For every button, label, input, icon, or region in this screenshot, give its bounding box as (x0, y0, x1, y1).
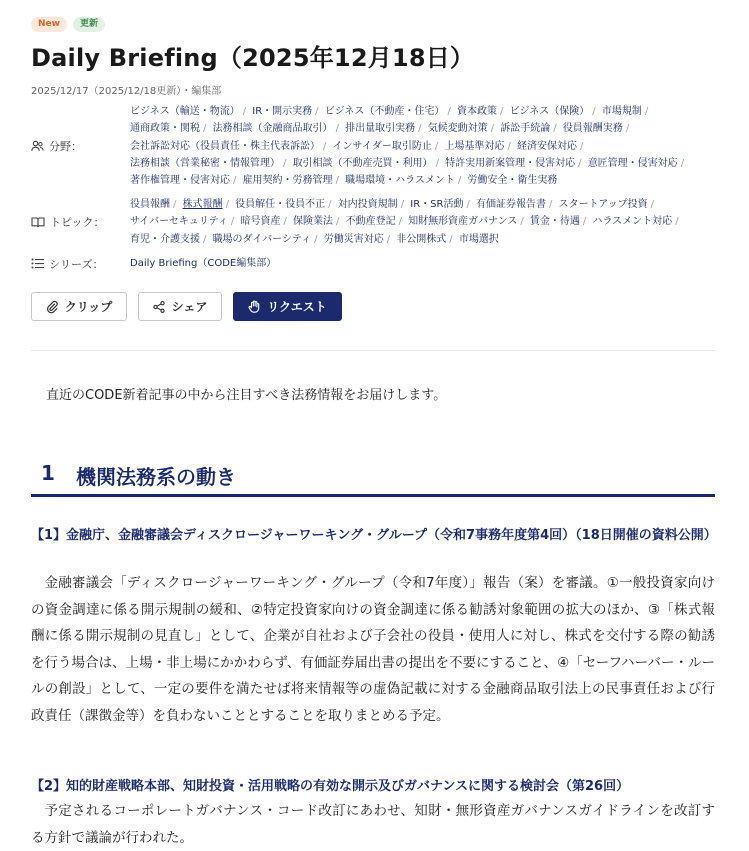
share-button[interactable] (138, 292, 222, 321)
topics-tag[interactable]: ハラスメント対応 (592, 216, 673, 228)
series-row (31, 255, 715, 272)
section-number: 1 (41, 461, 55, 485)
fields-tag-list (130, 103, 715, 189)
topics-tag[interactable]: 非公開株式 (396, 233, 447, 245)
section-heading (31, 458, 715, 497)
tag-separator: / (578, 157, 582, 169)
tag-separator: / (435, 157, 439, 169)
topics-tag[interactable]: 対内投資規制 (337, 199, 398, 210)
fields-tag[interactable]: 労働安全・衛生実務 (467, 175, 558, 187)
badge-group (31, 17, 105, 32)
tag-separator: / (328, 199, 332, 210)
people-icon (31, 140, 44, 152)
fields-tag[interactable]: 法務相談（営業秘密・情報管理） (130, 157, 280, 169)
fields-tag[interactable]: 資本政策 (457, 106, 497, 117)
new-badge: New (31, 17, 67, 32)
topics-tag[interactable]: サイバーセキュリティ (130, 216, 228, 228)
fields-tag[interactable]: ビジネス（輸送・物流） (130, 106, 240, 117)
fields-tag[interactable]: 市場規制 (601, 106, 642, 117)
tag-separator: / (680, 157, 685, 169)
item-heading-1: 【1】金融庁、金融審議会ディスクロージャーワーキング・グループ（令和7事務年度第4回）（18日開催の資料公開） (31, 528, 717, 543)
tag-separator: / (336, 216, 340, 228)
tag-separator: / (203, 123, 207, 135)
fields-tag[interactable]: 気候変動対策 (427, 123, 488, 135)
tag-separator: / (675, 216, 679, 228)
tag-separator: / (553, 123, 557, 135)
topics-tag[interactable]: IR・SR活動 (410, 199, 464, 210)
clip-button[interactable] (31, 292, 127, 321)
tag-separator: / (592, 106, 596, 117)
topics-tag[interactable]: 有価証券報告書 (476, 199, 547, 210)
item-text-2: 予定されるコーポレートガバナンス・コード改訂にあわせ、知財・無形資産ガバナンスガイドラインを改訂する方針で議論が行われた。 (31, 803, 715, 846)
topics-tag[interactable]: 不動産登記 (345, 216, 396, 228)
topics-tag[interactable]: 労働災害対応 (323, 233, 384, 245)
share-label: シェア (171, 300, 208, 314)
tag-separator: / (549, 199, 553, 210)
tag-separator: / (323, 140, 327, 152)
series-link[interactable]: Daily Briefing（CODE編集部） (130, 258, 277, 269)
list-icon (31, 258, 44, 269)
intro-text: 直近のCODE新着記事の中から注目すべき法務情報をお届けします。 (46, 388, 447, 403)
tag-separator: / (386, 233, 391, 245)
tag-separator: / (315, 106, 319, 117)
fields-tag[interactable]: 上場基準対応 (444, 140, 505, 152)
tag-separator: / (400, 199, 405, 210)
tag-separator: / (457, 175, 462, 187)
tag-separator: / (466, 199, 470, 210)
tag-separator: / (500, 106, 504, 117)
fields-tag[interactable]: 著作権管理・侵害対応 (130, 175, 230, 187)
tag-separator: / (449, 233, 453, 245)
fields-tag[interactable]: 取引相談（不動産売買・利用） (292, 157, 433, 169)
topics-tag[interactable]: 暗号資産 (240, 216, 281, 228)
fields-tag[interactable]: 意匠管理・侵害対応 (587, 157, 678, 169)
fields-tag[interactable]: 雇用契約・労務管理 (242, 175, 333, 187)
fields-tag[interactable]: 法務相談（金融商品取引） (212, 123, 333, 135)
tag-separator: / (398, 216, 402, 228)
topics-tag[interactable]: 賃金・待遇 (529, 216, 580, 228)
tag-separator: / (580, 140, 584, 152)
tag-separator: / (283, 157, 287, 169)
fields-label-wrap (31, 103, 130, 189)
topics-label-wrap (31, 196, 130, 248)
tag-separator: / (335, 175, 339, 187)
tag-separator: / (582, 216, 587, 228)
fields-tag[interactable]: 会社訴訟対応（役員責任・株主代表訴訟） (130, 140, 320, 152)
item-text-1: 金融審議会「ディスクロージャーワーキング・グループ（令和7年度）」報告（案）を審議。①一般投資家向けの資金調達に係る開示規制の緩和、②特定投資家向けの資金調達に係る勧誘対象範囲の拡大のほか、③「株式報酬に係る開示規制の見直し」として、企業が自社および子会社の役員・使用人に対し、株式を交付する際の勧誘を行う場合は、上場・非上場にかかわらず、有価証券届出書の提出を不要にすること、④「セーフハーバー・ルールの創設」として、一定の要件を満たせば将来情報等の虚偽記載に対する金融商品取引法上の民事責任および行政責任（課徴金等）を負わないこととすることを取りまとめる予定。 (31, 575, 715, 724)
fields-tag[interactable]: 訴訟手続論 (500, 123, 551, 135)
fields-row (31, 103, 715, 189)
topics-tag[interactable]: 市場選択 (458, 233, 499, 245)
fields-tag[interactable]: 役員報酬実務 (562, 123, 623, 135)
tag-separator: / (650, 199, 654, 210)
fields-tag[interactable]: 特許実用新案管理・侵害対応 (445, 157, 576, 169)
fields-tag[interactable]: 職場環境・ハラスメント (345, 175, 455, 187)
share-icon (153, 301, 165, 313)
request-label: リクエスト (267, 300, 327, 314)
tag-separator: / (507, 140, 511, 152)
topics-tag[interactable]: 知財無形資産ガバナンス (408, 216, 518, 228)
tag-separator: / (625, 123, 630, 135)
topics-row (31, 196, 715, 248)
fields-tag[interactable]: インサイダー取引防止 (332, 140, 432, 152)
topics-tag[interactable]: 役員解任・役員不正 (235, 199, 326, 210)
tag-separator: / (447, 106, 451, 117)
tag-separator: / (520, 216, 524, 228)
clip-label: クリップ (64, 300, 113, 314)
fields-tag[interactable]: ビジネス（不動産・住宅） (324, 106, 445, 117)
tag-separator: / (418, 123, 422, 135)
item-heading-2: 【2】知的財産戦略本部、知財投資・活用戦略の有効な開示及びガバナンスに関する検討会（第26回） (31, 779, 630, 794)
tag-separator: / (225, 199, 229, 210)
book-icon (31, 216, 45, 228)
fields-tag[interactable]: IR・開示実務 (252, 106, 313, 117)
tag-separator: / (233, 175, 237, 187)
topics-label: トピック： (50, 215, 105, 229)
topics-tag[interactable]: 保険業法 (293, 216, 334, 228)
fields-tag[interactable]: 通商政策・関税 (130, 123, 200, 135)
series-label-wrap (31, 255, 130, 272)
updated-badge: 更新 (73, 17, 105, 32)
fields-tag[interactable]: ビジネス（保険） (509, 106, 590, 117)
fields-tag[interactable]: 経済安保対応 (517, 140, 577, 152)
tag-separator: / (173, 199, 177, 210)
tag-separator: / (314, 233, 318, 245)
series-label: シリーズ： (49, 257, 104, 271)
hand-icon (248, 300, 260, 313)
tag-separator: / (283, 216, 287, 228)
topics-tag[interactable]: 職場のダイバーシティ (212, 233, 312, 245)
tag-separator: / (242, 106, 247, 117)
topics-tag[interactable]: 株式報酬 (182, 199, 223, 210)
topics-tag[interactable]: スタートアップ投資 (558, 199, 648, 210)
series-list (130, 255, 715, 272)
action-bar (31, 292, 342, 321)
tag-separator: / (434, 140, 439, 152)
fields-label: 分野： (49, 140, 82, 154)
divider (31, 350, 715, 351)
section-title: 機関法務系の動き (76, 465, 236, 489)
article-meta: 2025/12/17（2025/12/18更新）・編集部 (31, 86, 222, 97)
topics-tag-list (130, 196, 715, 248)
tag-separator: / (203, 233, 207, 245)
topics-tag[interactable]: 育児・介護支援 (130, 233, 200, 245)
fields-tag[interactable]: 排出量取引実務 (345, 123, 416, 135)
tag-separator: / (335, 123, 339, 135)
topics-tag[interactable]: 役員報酬 (130, 199, 170, 210)
tag-separator: / (490, 123, 495, 135)
tag-separator: / (230, 216, 235, 228)
paperclip-icon (46, 300, 58, 313)
request-button[interactable] (233, 292, 342, 321)
page-title: Daily Briefing（2025年12月18日） (31, 44, 475, 72)
tag-separator: / (644, 106, 649, 117)
